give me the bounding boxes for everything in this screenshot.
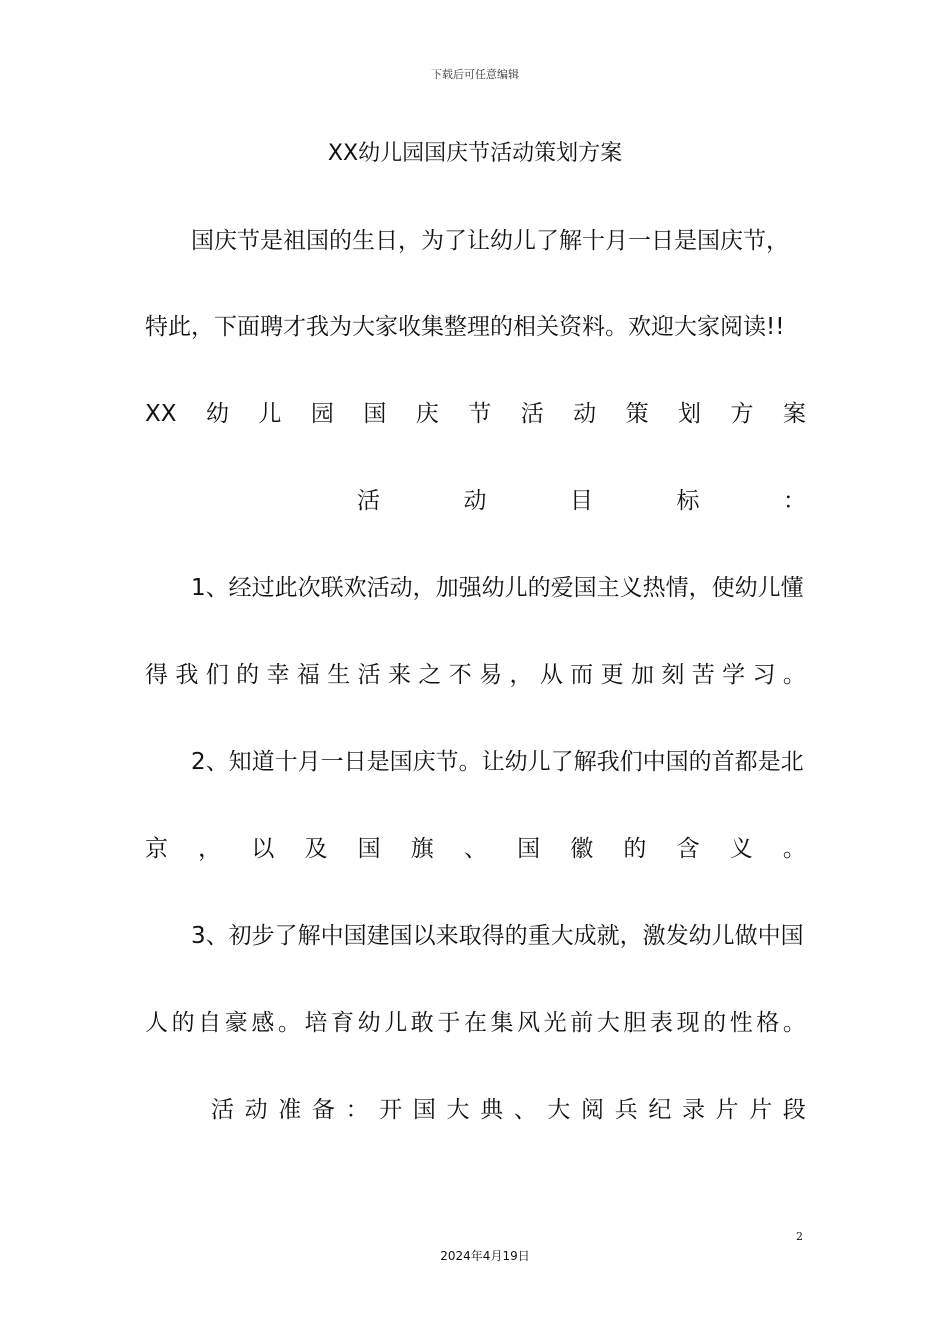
text-char: 培 — [304, 1010, 328, 1036]
item-2-line-2 — [145, 834, 806, 864]
document-title: XX幼儿园国庆节活动策划方案 — [327, 141, 623, 166]
text-char: 准 — [278, 1097, 302, 1123]
text-char: 光 — [543, 1010, 567, 1036]
text-char: 幼 — [357, 1010, 381, 1036]
text-char: 片 — [715, 1097, 739, 1123]
text-char: 节 — [468, 401, 492, 427]
plan-heading — [145, 399, 806, 429]
text-char: 旗 — [410, 836, 434, 862]
text-char: 学 — [722, 662, 746, 688]
text-char: 方 — [730, 401, 754, 427]
text-char: 风 — [517, 1010, 541, 1036]
text-char: 不 — [448, 662, 472, 688]
text-char: 目 — [570, 488, 593, 514]
page-header: 下载后可任意编辑 — [431, 68, 519, 81]
objective-heading — [145, 486, 806, 516]
text-char: 性 — [729, 1010, 753, 1036]
text-char: 之 — [418, 662, 442, 688]
text-char: 国 — [363, 401, 387, 427]
text-char: 幼 — [205, 401, 229, 427]
text-char: ： — [345, 1097, 369, 1123]
text-char: 标 — [676, 488, 700, 514]
text-char: 从 — [539, 662, 563, 688]
text-char: ， — [509, 662, 533, 688]
text-char: 片 — [749, 1097, 773, 1123]
text-char: 刻 — [661, 662, 685, 688]
text-char: 的 — [703, 1010, 727, 1036]
page-footer-date: 2024年4月19日 — [440, 1249, 530, 1263]
text-char: 而 — [570, 662, 594, 688]
intro-line-2: 特此，下面聘才我为大家收集整理的相关资料。欢迎大家阅读!! — [145, 314, 785, 340]
text-char: 前 — [570, 1010, 594, 1036]
text-char: 以 — [251, 836, 275, 862]
text-char: 在 — [463, 1010, 487, 1036]
text-char: 。 — [277, 1010, 301, 1036]
text-char: 来 — [388, 662, 411, 688]
text-char: 儿 — [258, 401, 282, 427]
text-char: 国 — [412, 1097, 436, 1123]
text-char: 徽 — [570, 836, 594, 862]
text-char: 策 — [625, 401, 649, 427]
text-char: 园 — [310, 401, 334, 427]
text-char: 大 — [547, 1097, 571, 1123]
text-char: 兵 — [614, 1097, 638, 1123]
text-char: 育 — [331, 1010, 355, 1036]
text-char: 胆 — [623, 1010, 647, 1036]
text-char: ， — [198, 836, 222, 862]
text-char: 的 — [236, 662, 260, 688]
intro-line-1: 国庆节是祖国的生日，为了让幼儿了解十月一日是国庆节， — [191, 228, 789, 254]
text-char: 、 — [463, 836, 487, 862]
text-char: 敢 — [410, 1010, 434, 1036]
text-char: 现 — [676, 1010, 700, 1036]
text-char: 人 — [145, 1010, 168, 1036]
page-number: 2 — [796, 1230, 803, 1243]
text-char: 国 — [357, 836, 381, 862]
text-char: 、 — [513, 1097, 537, 1123]
item-1-line-1: 1、经过此次联欢活动，加强幼儿的爱国主义热情，使幼儿懂 — [191, 575, 804, 601]
text-char: 。 — [782, 662, 806, 688]
text-char: 我 — [175, 662, 199, 688]
text-char: 们 — [205, 662, 229, 688]
text-char: 格 — [756, 1010, 780, 1036]
text-char: XX — [145, 401, 177, 427]
text-char: 纪 — [648, 1097, 672, 1123]
text-char: 录 — [681, 1097, 705, 1123]
text-char: 活 — [357, 662, 381, 688]
text-char: 活 — [520, 401, 544, 427]
item-3-line-1: 3、初步了解中国建国以来取得的重大成就，激发幼儿做中国 — [191, 923, 804, 949]
text-char: 及 — [304, 836, 328, 862]
text-char: 表 — [649, 1010, 673, 1036]
item-3-line-2 — [145, 1008, 806, 1038]
text-char: 划 — [678, 401, 702, 427]
text-char: 义 — [729, 836, 753, 862]
text-char: 感 — [251, 1010, 275, 1036]
text-char: 开 — [379, 1097, 403, 1123]
text-char: 于 — [437, 1010, 461, 1036]
text-char: 国 — [517, 836, 541, 862]
text-char: 案 — [782, 401, 806, 427]
text-char: 。 — [782, 1010, 806, 1036]
text-char: 庆 — [415, 401, 439, 427]
text-char: 动 — [573, 401, 597, 427]
text-char: 段 — [782, 1097, 806, 1123]
text-char: 京 — [145, 836, 168, 862]
text-char: 备 — [311, 1097, 335, 1123]
text-char: 的 — [171, 1010, 195, 1036]
item-1-line-2 — [145, 660, 806, 690]
text-char: 。 — [782, 836, 806, 862]
text-char: 生 — [327, 662, 351, 688]
text-char: 动 — [244, 1097, 268, 1123]
text-char: 大 — [446, 1097, 470, 1123]
text-char: 易 — [479, 662, 503, 688]
text-char: 自 — [198, 1010, 222, 1036]
text-char: 集 — [490, 1010, 514, 1036]
text-char: 活 — [357, 488, 380, 514]
preparation-line — [145, 1095, 806, 1125]
text-char: 大 — [596, 1010, 620, 1036]
item-2-line-1: 2、知道十月一日是国庆节。让幼儿了解我们中国的首都是北 — [191, 749, 804, 775]
text-char: 动 — [463, 488, 487, 514]
text-char: 的 — [623, 836, 647, 862]
text-char: 活 — [211, 1097, 234, 1123]
text-char: 得 — [145, 662, 168, 688]
text-char: 幸 — [266, 662, 290, 688]
text-char: 苦 — [691, 662, 715, 688]
text-char: 福 — [296, 662, 320, 688]
text-char: 含 — [676, 836, 700, 862]
text-char: 儿 — [384, 1010, 408, 1036]
text-char: 阅 — [581, 1097, 605, 1123]
text-char: 习 — [752, 662, 776, 688]
text-char: 豪 — [224, 1010, 248, 1036]
text-char: 加 — [631, 662, 654, 688]
text-char: 典 — [480, 1097, 504, 1123]
text-char: ： — [783, 488, 806, 514]
text-char: 更 — [600, 662, 624, 688]
